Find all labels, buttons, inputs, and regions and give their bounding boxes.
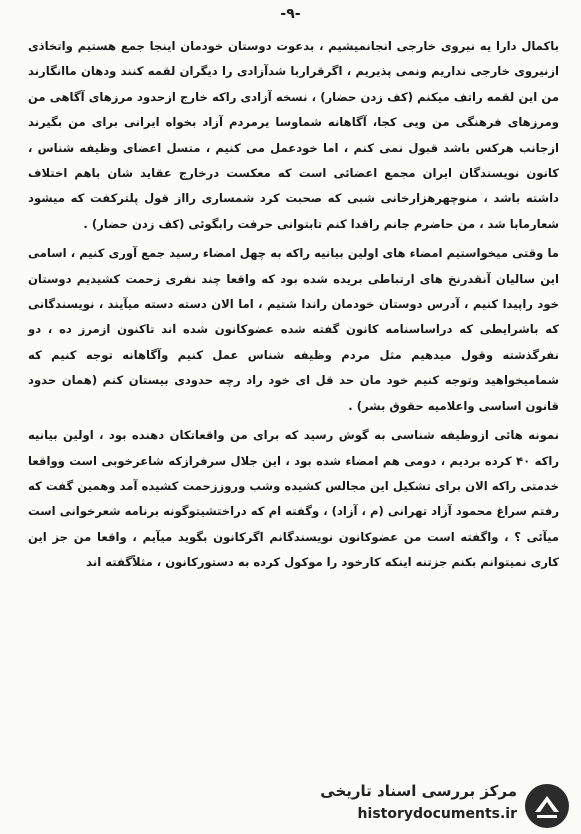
page-number: -۹- bbox=[280, 6, 301, 22]
paragraph-1: باکمال دارا یه نیروی خارجی انجانمیشیم ، بدعوت دوستان خودمان اینجا جمع هستیم واتخاذی ازنیروی خارجی نداریم ونمی پذیریم ، اگرقراربا شدآزادی را دیگران لقمه کنند ودهان ماانگارند من این لقمه راتف میکنم (کف زدن حضار) ، نسخه آزادی راکه خارج ازحدود مرزهای آگاهی من ومرزهای فرهنگی من ویی کجا، آگاهانه شماوسا یرمردم آزاد بخواه ایرانی برای من بگیرند ازجانب هرکس باشد قبول نمی کنم ، اما خودعمل می کنیم ، متسل اعضای وظیفه شناس ، کانون نویسندگان ایران مجمع اعضائی است که معکست درخارج عقاید شان باهم اختلاف داشته باشد ، منوچهرهزارخانی شبی که صحبت کرد شمساری رااز قول پلترکفت که میشود شعارمابا شد ، من حاضرم جانم راقدا کنم تابتوانی حرفت رابگوئی (کف زدن حضار) . bbox=[28, 39, 559, 231]
book-logo-icon bbox=[523, 782, 571, 830]
watermark-url: historydocuments.ir bbox=[357, 806, 517, 822]
paragraph-2: ما وقتی میخواستیم امضاء های اولین بیانیه راکه به چهل امضاء رسید جمع آوری کنیم ، اسامی این سالیان آنقدرنخ های ارتباطی بریده شده بود که واقعا چند نفری زحمت کشیدیم دوستان خود راپیدا کنیم ، آدرس دوستان خودمان راندا شتیم ، اما الان دسته دسته میآیند ، نویسندگانی که باشرایطی که دراساسنامه کانون گفته شده عضوکانون شده اند تاکنون ازمرز ده ، دو نفرگذشته وقول میدهیم مثل مردم وظیفه شناس عمل کنیم وآگاهانه توجه کنیم که شمامیخواهید وتوجه کنیم خود مان حد قل ای خود راد رچه حدودی بیستان کنم (همان حدود قانون اساسی واعلامیه حقوق بشر) . bbox=[28, 246, 559, 413]
watermark bbox=[313, 780, 575, 830]
watermark-title: مرکز بررسی اسناد تاریخی bbox=[320, 782, 517, 800]
paragraph-3: نمونه هائی ازوظیفه شناسی به گوش رسید که برای من واقعاتکان دهنده بود ، اولین بیانیه راکه ۴۰ کرده بردیم ، دومی هم امضاء شده بود ، این جلال سرفرازکه شاعرخوبی است وواقعا خدمتی راکه الان برای تشکیل این مجالس کشیده وشب وروززحمت کشیده آمد وهمین گفت که رفتم سراغ محمود آزاد تهرانی (م ، آزاد) ، وگفته ام که دراختشیتوگونه برنامه شعرخوانی است میآئی ؟ ، واگفته است من عضوکانون نویسندگانم اگرکانون بگوید میآیم ، واقعا من جز این کاری نمیتوانم بکنم جزتنه اینکه کارخود را موکول کرده به دستورکانون ، مثلاًگفته اند bbox=[28, 428, 559, 570]
body-text bbox=[28, 34, 559, 576]
